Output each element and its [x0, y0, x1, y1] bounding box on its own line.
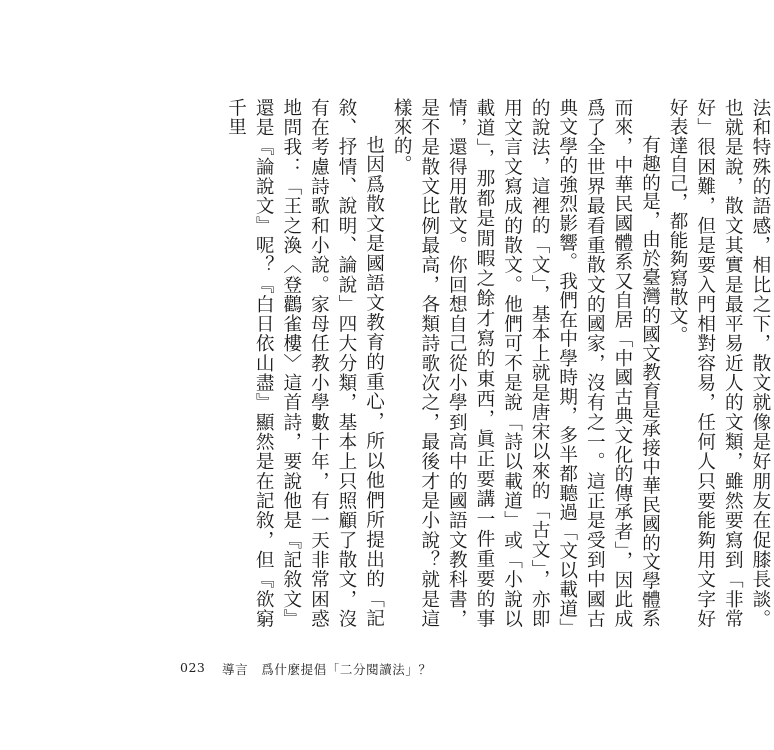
body-text — [222, 98, 774, 628]
page-number: 023 — [180, 660, 206, 675]
running-head: 導言 爲什麼提倡「二分閱讀法」？ — [222, 662, 432, 677]
paragraph-2: 有趣的是，由於臺灣的國文教育是承接中華民國的文學體系而來，中華民國體系又自居「中國古典文化的傳承者」，因此成爲了全世界最看重散文的國家，沒有之一。這正是受到中國古典文學的強烈影響。我們在中學時期，多半都聽過「文以載道」的說法，這裡的「文」，基本上就是唐宋以來的「古文」，亦即用文言文寫成的散文。他們可不是說「詩以載道」或「小說以載道」，那都是閒暇之餘才寫的東西，眞正要講一件重要的事情，還得用散文。你回想自己從小學到高中的國語文教科書，是不是散文比例最高，各類詩歌次之，最後才是小說？就是這樣來的。 — [391, 98, 661, 628]
paragraph-1: 法和特殊的語感，相比之下，散文就像是好朋友在促膝長談。也就是說，散文其實是最平易近人的文類，雖然要寫到「非常好」很困難，但是要入門相對容易，任何人只要能夠用文字好好表達自己，都能夠寫散文。 — [667, 98, 771, 628]
paragraph-3: 也因爲散文是國語文教育的重心，所以他們所提出的「記敘、抒情、說明、論說」四大分類，基本上只照顧了散文，沒有在考慮詩歌和小說。家母任教小學數十年，有一天非常困惑地問我：「王之渙〈登鸛雀樓〉這首詩，要說他是『記敘文』還是『論說文』呢？『白日依山盡』顯然是在記敘，但『欲窮千里 — [225, 98, 385, 628]
